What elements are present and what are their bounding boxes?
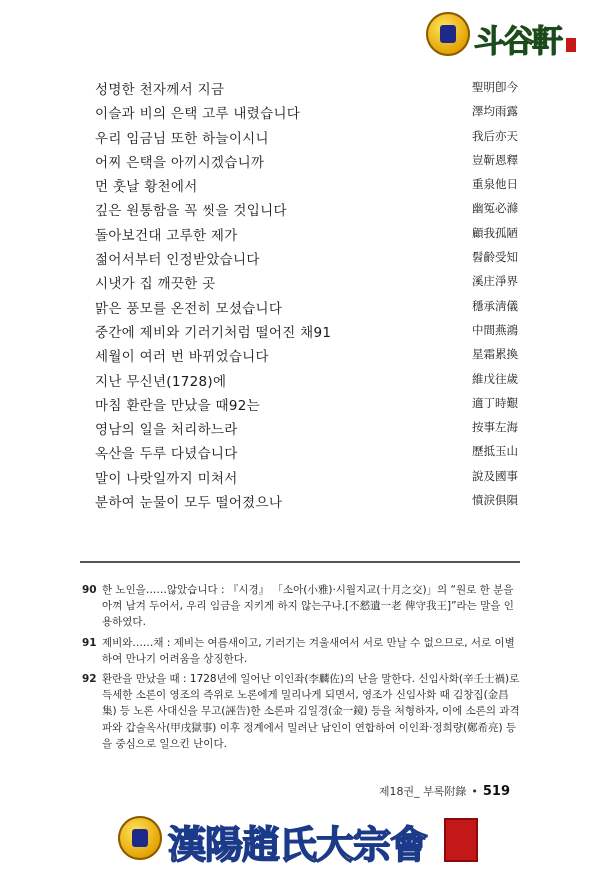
poem-line (95, 272, 518, 296)
poem-line (95, 78, 518, 102)
bottom-banner (118, 812, 478, 866)
poem-line (95, 127, 518, 151)
poem-korean-text: 젊어서부터 인정받았습니다 (95, 252, 260, 269)
poem-korean-text: 분하여 눈물이 모두 떨어졌으나 (95, 495, 283, 512)
clan-emblem-icon (426, 12, 470, 56)
seal-icon (444, 818, 478, 862)
poem-korean-text: 우리 임금님 또한 하늘이시니 (95, 130, 269, 147)
poem-korean-text: 마침 환란을 만났을 때92는 (95, 397, 260, 414)
poem-korean-text: 이슬과 비의 은택 고루 내렸습니다 (95, 106, 301, 123)
poem-line (95, 442, 518, 466)
footnote-number: 91 (82, 636, 97, 649)
poem-korean-text: 옥산을 두루 다녔습니다 (95, 446, 238, 463)
divider (80, 561, 520, 563)
poem-hanja-text: 幽冤必滌 (472, 201, 518, 216)
poem-korean-text: 지난 무신년(1728)에 (95, 373, 227, 390)
poem-line (95, 370, 518, 394)
footnote (82, 671, 520, 752)
poem-korean-text: 중간에 제비와 기러기처럼 떨어진 채91 (95, 324, 332, 341)
poem-korean-text: 맑은 풍모를 온전히 모셨습니다 (95, 300, 283, 317)
poem-korean-text: 세월이 여러 번 바뀌었습니다 (95, 349, 269, 366)
poem-line (95, 199, 518, 223)
poem-hanja-text: 顧我孤陋 (472, 225, 518, 240)
poem-hanja-text: 歷抵玉山 (472, 444, 518, 459)
poem-hanja-text: 髫齡受知 (472, 250, 518, 265)
poem (95, 78, 518, 515)
page-number: 519 (482, 784, 510, 799)
footnote-text: 환란을 만났을 때 : 1728년에 일어난 이인좌(李麟佐)의 난을 말한다. 신임사화(辛壬士禍)로 득세한 소론이 영조의 즉위로 노론에게 밀리나게 되면서, 영조가 신임사화 때 김창집(金昌集) 등 노론 사대신을 무고(誣告)한 소론파 김일경(金一鏡) 등을 처형하자, 이에 소론의 과격파와 갑술옥사(甲戌獄事) 이후 정계에서 밀려난 남인이 연합하여 이인좌·정희량(鄭希亮) 등을 중심으로 일으킨 난이다. (102, 673, 520, 750)
poem-korean-text: 말이 나랏일까지 미쳐서 (95, 470, 238, 487)
poem-hanja-text: 澤均雨露 (472, 104, 518, 119)
poem-line (95, 224, 518, 248)
poem-korean-text: 성명한 천자께서 지금 (95, 82, 225, 98)
page-footer: 제18권_ 부록附錄 • 519 (378, 784, 510, 799)
footnote (82, 635, 520, 667)
footnote (82, 582, 520, 631)
poem-hanja-text: 中間燕鴻 (472, 322, 518, 337)
poem-korean-text: 시냇가 집 깨끗한 곳 (95, 276, 216, 293)
poem-hanja-text: 我后亦天 (472, 128, 518, 143)
seal-icon (566, 38, 576, 52)
poem-hanja-text: 穩承淸儀 (472, 298, 518, 313)
poem-line (95, 467, 518, 491)
footnote-number: 92 (82, 673, 97, 686)
poem-line (95, 394, 518, 418)
poem-hanja-text: 溪庄淨界 (472, 274, 518, 289)
poem-line (95, 151, 518, 175)
poem-hanja-text: 聖明卽今 (472, 80, 518, 94)
poem-korean-text: 먼 훗날 황천에서 (95, 179, 198, 196)
poem-hanja-text: 星霜累換 (472, 347, 518, 362)
clan-emblem-icon (118, 816, 162, 860)
banner-title: 漢陽趙氏大宗會 (168, 822, 428, 867)
footnote-text: 제비와……채 : 제비는 여름새이고, 기러기는 겨울새여서 서로 만날 수 없으므로, 서로 이별하여 만나기 어려움을 상징한다. (102, 636, 515, 665)
poem-hanja-text: 憤淚俱隕 (472, 493, 518, 508)
poem-line (95, 491, 518, 515)
poem-korean-text: 어찌 은택을 아끼시겠습니까 (95, 154, 265, 171)
footnote-number: 90 (82, 584, 97, 596)
top-brand: 斗谷軒 (474, 24, 561, 60)
poem-hanja-text: 豈靳恩釋 (472, 152, 518, 167)
footnotes (82, 582, 520, 756)
poem-hanja-text: 重泉他日 (472, 177, 518, 192)
poem-hanja-text: 按事左海 (472, 420, 518, 435)
poem-korean-text: 깊은 원통함을 꼭 씻을 것입니다 (95, 203, 287, 220)
poem-line (95, 175, 518, 199)
poem-line (95, 345, 518, 369)
top-logo (426, 12, 576, 58)
poem-line (95, 321, 518, 345)
poem-hanja-text: 適丁時艱 (472, 395, 518, 410)
poem-line (95, 297, 518, 321)
volume-label: 제18권_ 부록附錄 (378, 785, 467, 798)
footnote-text: 한 노인을……않았습니다 : 『시경』 「소아(小雅)·시월지교(十月之交)」의 “원로 한 분을 아껴 남겨 두어서, 우리 임금을 지키게 하지 않는구나.[不憖遺一老 俾守我王]”라는 말을 인용하였다. (102, 584, 514, 629)
poem-korean-text: 영남의 일을 처리하느라 (95, 422, 238, 439)
poem-korean-text: 돌아보건대 고루한 제가 (95, 227, 238, 244)
poem-line (95, 248, 518, 272)
poem-hanja-text: 說及國事 (472, 468, 518, 483)
poem-hanja-text: 維戊往歲 (472, 371, 518, 386)
poem-line (95, 102, 518, 126)
poem-line (95, 418, 518, 442)
